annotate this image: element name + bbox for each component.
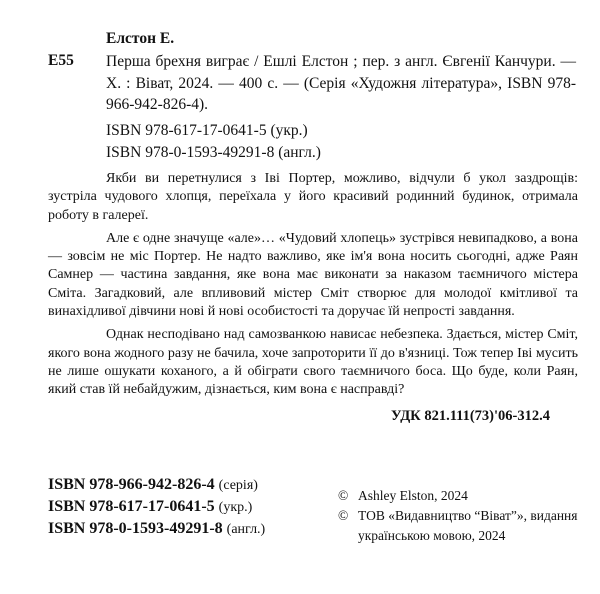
isbn-list-top <box>106 120 321 163</box>
copyright-text: ТОВ «Видавництво “Віват”», видання українською мовою, 2024 <box>358 508 578 543</box>
isbn-number: ISBN 978-617-17-0641-5 <box>48 498 215 515</box>
copyright-block <box>338 486 578 546</box>
copyright-symbol: © <box>338 488 349 503</box>
isbn-line: ISBN 978-0-1593-49291-8 (англ.) <box>106 143 321 161</box>
bibliographic-description: Перша брехня виграє / Ешлі Елстон ; пер. з англ. Євгенії Канчури. — Х. : Віват, 2024. — 400 с. — (Серія «Художня література», ISBN 978-966-942-826-4). <box>106 53 576 113</box>
isbn-number: ISBN 978-966-942-826-4 <box>48 476 215 493</box>
isbn-entry <box>48 496 265 518</box>
isbn-entry <box>48 518 265 540</box>
copyright-line <box>338 506 578 546</box>
author-heading: Елстон Е. <box>106 30 175 47</box>
isbn-note: (укр.) <box>218 500 253 515</box>
annotation-paragraph: Якби ви перетнулися з Іві Портер, можливо, відчули б укол заздрощів: зустріла чудового хлопця, переїхала у його красивий родинний будинок, отримала роботу в галереї. <box>48 171 578 223</box>
annotation <box>48 170 578 405</box>
classification-code: Е55 <box>48 52 74 69</box>
isbn-number: ISBN 978-0-1593-49291-8 <box>48 520 223 537</box>
isbn-note: (серія) <box>218 478 258 493</box>
isbn-line: ISBN 978-617-17-0641-5 (укр.) <box>106 122 308 139</box>
isbn-entry <box>48 474 265 496</box>
annotation-paragraph: Однак несподівано над самозванкою нависає небезпека. Здається, містер Сміт, якого вона жодного разу не бачила, хоче запроторити її до в'язниці. Тож тепер Іві мусить не лише ошукати коханого, а й обіграти свого таємничого боса. Що буде, коли Раян, який став їй небайдужим, дізнається, ким вона є насправді? <box>48 327 578 398</box>
annotation-paragraph: Але є одне значуще «але»… «Чудовий хлопець» зустрівся невипадково, а вона — зовсім не міс Портер. Не надто важливо, яке ім'я вона носить сьогодні, адже Раян Самнер — частина завдання, яке вона має виконати за наказом таємничого містера Сміта. Загадковий, але впливовий містер Сміт створює для молодої кмітливої та винахідливої дівчини нові й нові особистості та доручає їй непрості завдання. <box>48 230 578 320</box>
udk-code: УДК 821.111(73)'06-312.4 <box>391 408 550 424</box>
isbn-list-bottom <box>48 474 265 540</box>
copyright-text: Ashley Elston, 2024 <box>358 488 468 503</box>
copyright-symbol: © <box>338 508 349 523</box>
copyright-line <box>338 486 578 506</box>
isbn-note: (англ.) <box>226 522 266 537</box>
